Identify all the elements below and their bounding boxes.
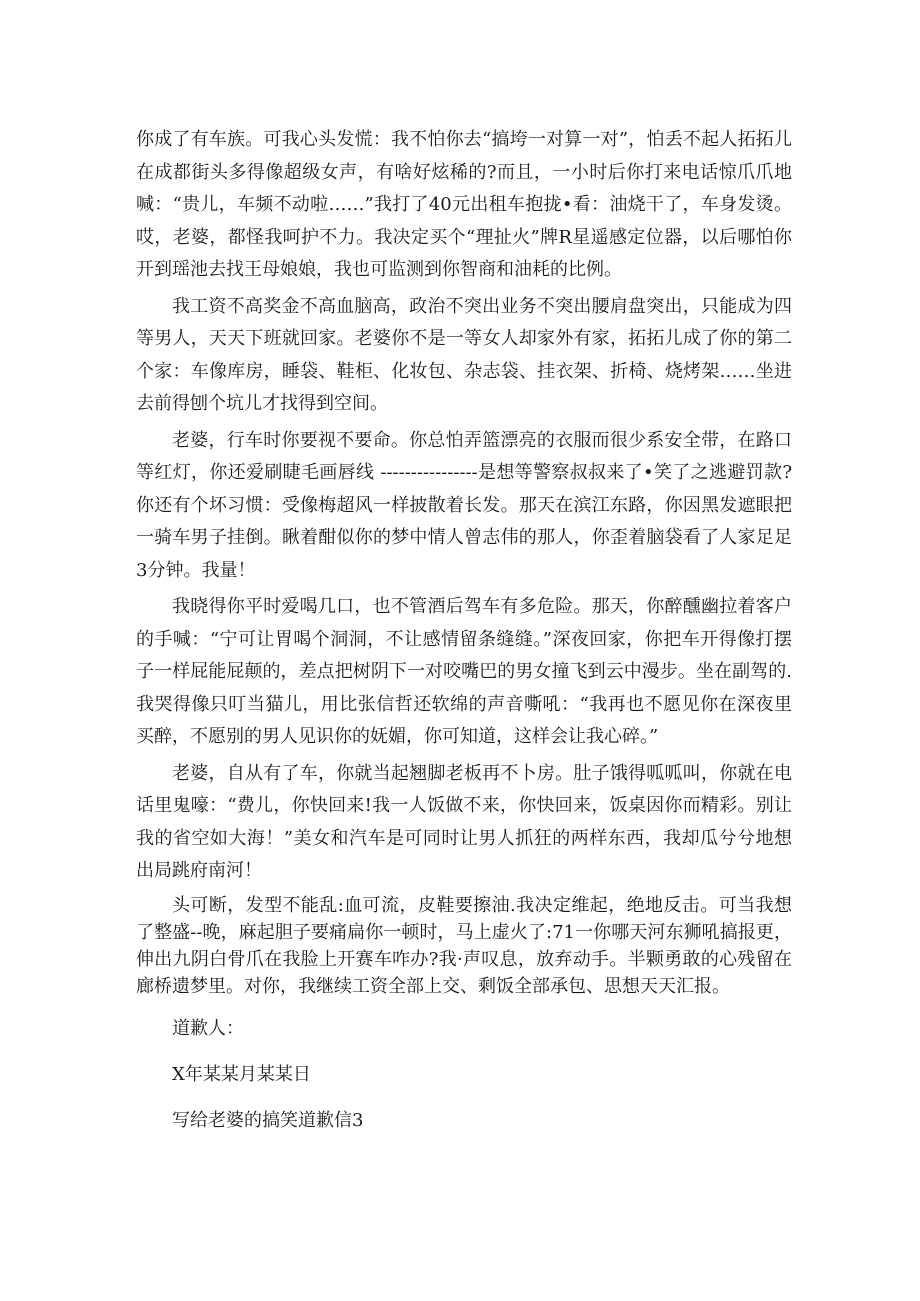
paragraph-6: 头可断，发型不能乱:血可流，皮鞋要擦油.我决定维起，绝地反击。可当我想了整盛--晚，麻起胆子要痛扁你一顿时，马上虚火了:71一你哪天河东狮吼搞报更，伸出九阴白骨爪在我脸上开赛车咋办?我·声叹息，放弃动手。半颗勇敢的心残留在廊桥遗梦里。对你，我继续工资全部上交、剩饭全部承包、思想天天汇报。 [136,894,792,997]
paragraph-2: 我工资不高奖金不高血脑高，政治不突出业务不突出腰肩盘突出，只能成为四等男人，天天下班就回家。老婆你不是一等女人却家外有家，拓拓儿成了你的第二个家：车像库房，睡袋、鞋柜、化妆包、杂志袋、挂衣架、折椅、烧烤架……坐进去前得刨个坑儿才找得到空间。 [136,295,792,414]
paragraph-5: 老婆，自从有了车，你就当起翘脚老板再不卜房。肚子饿得呱呱叫，你就在电话里鬼嚎：“费儿，你快回来!我一人饭做不来，你快回来，饭桌因你而精彩。别让我的省空如大海！”美女和汽车是可同时让男人抓狂的两样东西，我却瓜兮兮地想出局跳府南河！ [136,762,792,881]
date-line: X年某某月某某日 [172,1063,311,1085]
paragraph-1: 你成了有车族。可我心头发慌：我不怕你去“搞垮一对算一对”，怕丢不起人拓拓儿在成都街头多得像超级女声，有啥好炫稀的?而且，一小时后你打来电话惊爪爪地喊：“贵儿，车频不动啦……”我打了40元出租车抱拢•看：油烧干了，车身发烫。哎，老婆，都怪我呵护不力。我决定买个“理扯火”牌R星遥感定位器，以后哪怕你开到瑶池去找王母娘娘，我也可监测到你智商和油耗的比例。 [136,129,792,280]
letter-body [136,124,792,1136]
paragraph-3: 老婆，行车时你要视不要命。你总怕弄篮漂亮的衣服而很少系安全带，在路口等红灯，你还爱刷睫毛画唇线 ----------------是想等警察叔叔来了•笑了之逃避罚款?你还有个坏习惯：受像梅超风一样披散着长发。那天在滨江东路，你因黑发遮眼把一骑车男子挂倒。瞅着酣似你的梦中情人曾志伟的那人，你歪着脑袋看了人家足足3分钟。我量！ [136,429,792,581]
next-letter-title: 写给老婆的搞笑道歉信3 [172,1109,364,1131]
paragraph-4: 我晓得你平时爱喝几口，也不管酒后驾车有多危险。那天，你醉醺幽拉着客户的手喊：“宁可让胃喝个洞洞，不让感情留条缝缝。”深夜回家，你把车开得像打摆子一样屁能屁颠的，差点把树阴下一对咬嘴巴的男女撞飞到云中漫步。坐在副驾的.我哭得像只叮当猫儿，用比张信哲还软绵的声音嘶吼：“我再也不愿见你在深夜里买醉，不愿别的男人见识你的妩媚，你可知道，这样会让我心碎。” [136,596,792,747]
signer-label: 道歉人： [172,1017,244,1039]
